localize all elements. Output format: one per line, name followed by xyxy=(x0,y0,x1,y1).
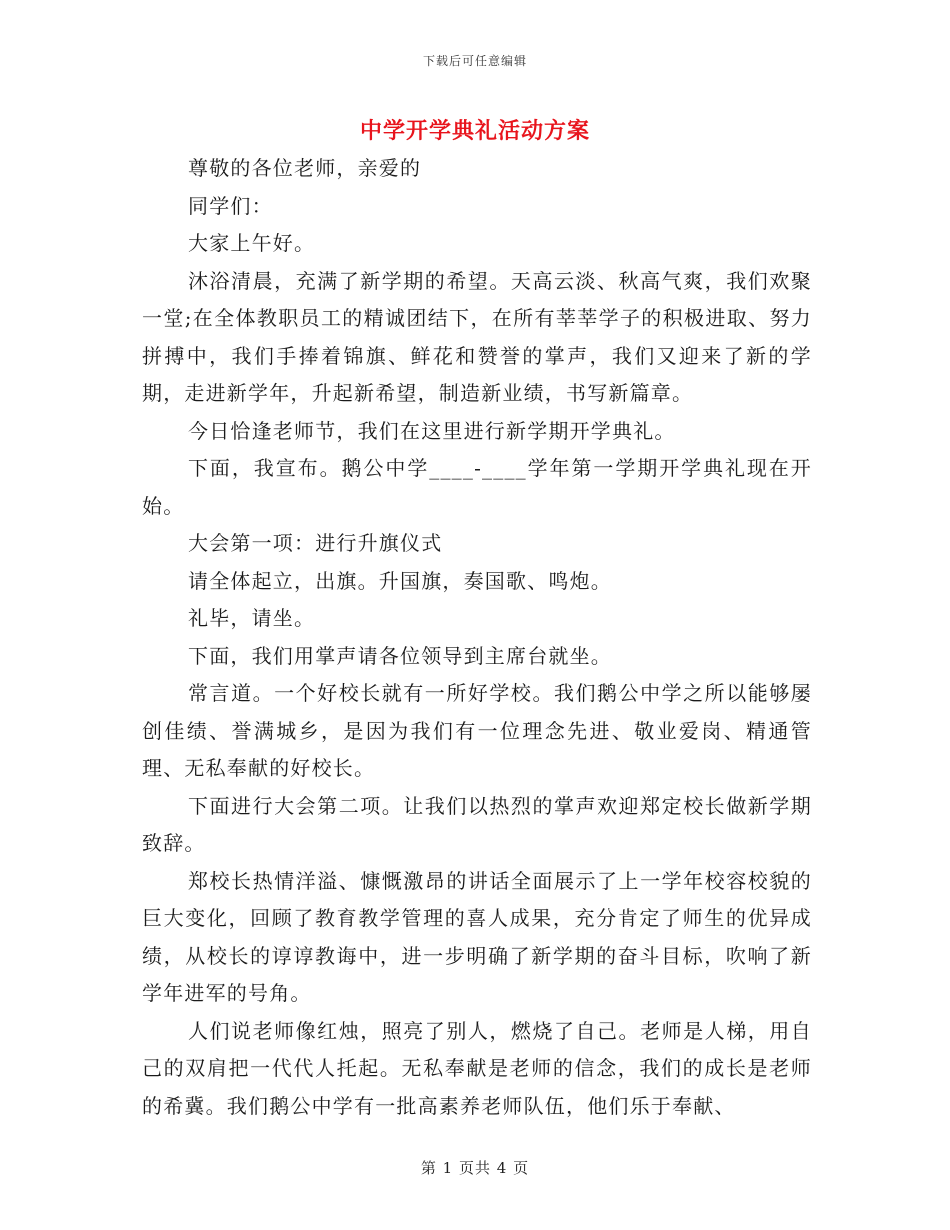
paragraph-item-one: 大会第一项：进行升旗仪式 xyxy=(188,531,443,555)
document-title: 中学开学典礼活动方案 xyxy=(359,118,590,144)
paragraph-teachers-day: 今日恰逢老师节，我们在这里进行新学期开学典礼。 xyxy=(188,418,676,443)
paragraph-flag-raising: 请全体起立，出旗。升国旗，奏国歌、鸣炮。 xyxy=(188,568,612,593)
paragraph-announcement: 下面，我宣布。鹅公中学____-____学年第一学期开学典礼现在开始。 xyxy=(142,456,812,518)
paragraph-speech-summary: 郑校长热情洋溢、慷慨激昂的讲话全面展示了上一学年校容校貌的巨大变化，回顾了教育教学管理的喜人成果，充分肯定了师生的优异成绩，从校长的谆谆教诲中，进一步明确了新学期的奋斗目标，吹响了新学年进军的号角。 xyxy=(142,868,812,1005)
paragraph-item-two: 下面进行大会第二项。让我们以热烈的掌声欢迎郑定校长做新学期致辞。 xyxy=(142,793,812,855)
paragraph-good-morning: 大家上午好。 xyxy=(188,231,316,255)
document-body xyxy=(142,150,812,1125)
paragraph-principal-praise: 常言道。一个好校长就有一所好学校。我们鹅公中学之所以能够屡创佳绩、誉满城乡，是因为我们有一位理念先进、敬业爱岗、精通管理、无私奉献的好校长。 xyxy=(142,681,812,780)
paragraph-leaders: 下面，我们用掌声请各位领导到主席台就坐。 xyxy=(188,643,612,668)
header-note: 下载后可任意编辑 xyxy=(422,54,527,68)
paragraph-new-semester: 沐浴清晨，充满了新学期的希望。天高云淡、秋高气爽，我们欢聚一堂;在全体教职员工的精诚团结下，在所有莘莘学子的积极进取、努力拼搏中，我们手捧着锦旗、鲜花和赞誉的掌声，我们又迎来了新的学期，走进新学年，升起新希望，制造新业绩，书写新篇章。 xyxy=(142,268,812,405)
paragraph-be-seated: 礼毕，请坐。 xyxy=(188,606,316,630)
paragraph-greeting-students: 同学们： xyxy=(188,193,273,218)
paragraph-teachers: 人们说老师像红烛，照亮了别人，燃烧了自己。老师是人梯，用自己的双肩把一代代人托起。无私奉献是老师的信念，我们的成长是老师的希冀。我们鹅公中学有一批高素养老师队伍，他们乐于奉献、 xyxy=(142,1018,812,1118)
page-footer: 第 1 页共 4 页 xyxy=(420,1159,530,1177)
paragraph-greeting: 尊敬的各位老师，亲爱的 xyxy=(188,156,422,180)
